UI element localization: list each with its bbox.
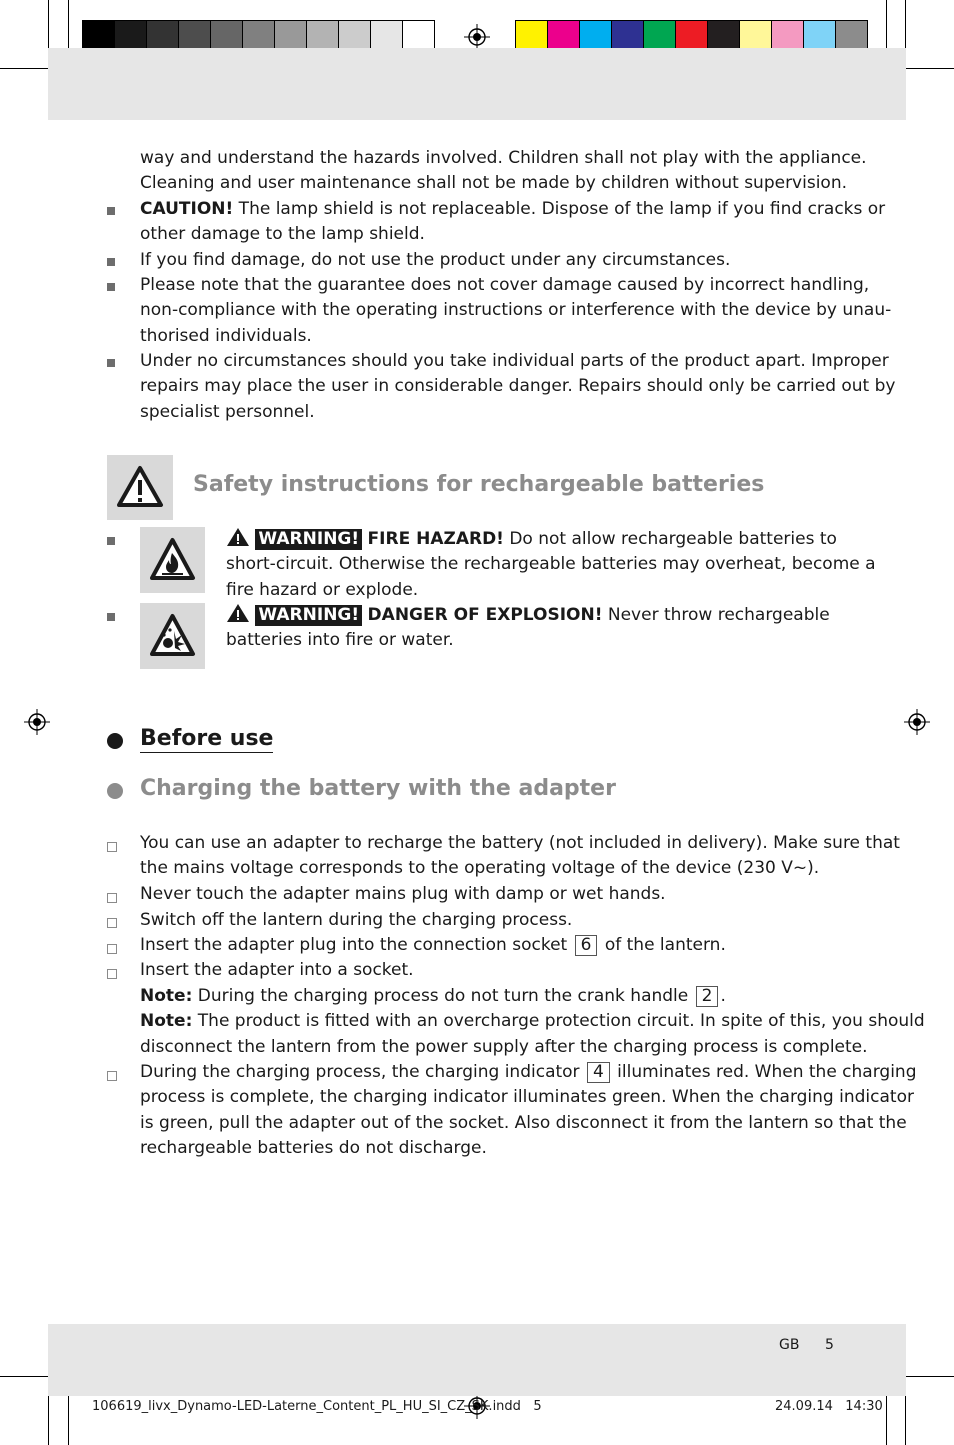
charging-line: is green, pull the adapter out of the socket. Also disconnect it from the lantern so that the [140,1113,907,1133]
explosion-warning-line: batteries into fire or water. [226,630,454,650]
header-band [48,48,906,120]
crop-mark [886,0,887,52]
checkbox-bullet [107,1071,117,1081]
bullet-square [107,613,115,621]
charging-line [140,933,726,959]
explosion-warning-line [226,603,830,629]
registration-mark-icon [24,709,50,735]
battery-safety-heading: Safety instructions for rechargeable batteries [193,472,765,497]
bullet-square [107,258,115,266]
charging-text: illuminates red. When the charging [611,1062,917,1082]
bullet-line: specialist personnel. [140,402,315,422]
page-number: 5 [825,1337,834,1353]
charging-text: of the lantern. [599,935,726,955]
crop-mark [0,1376,52,1377]
crop-mark [902,68,954,69]
explosion-label: DANGER OF EXPLOSION! [367,605,603,625]
charging-line: You can use an adapter to recharge the battery (not included in delivery). Make sure that [140,833,900,853]
fire-icon-box [140,527,205,593]
note-text: The product is fitted with an overcharge protection circuit. In spite of this, you should [192,1011,925,1031]
crop-mark [68,0,69,52]
charging-line: Never touch the adapter mains plug with damp or wet hands. [140,884,666,904]
flammable-icon [140,527,205,593]
caution-label: CAUTION! [140,199,234,219]
language-code: GB [779,1337,800,1353]
bullet-line: Under no circumstances should you take individual parts of the product apart. Improper [140,351,889,371]
part-ref-2: 2 [696,986,719,1007]
warning-icon-box [107,455,173,520]
note-line: disconnect the lantern from the power supply after the charging process is complete. [140,1037,868,1057]
fire-warning-line: short-circuit. Otherwise the rechargeable batteries may overheat, become a [226,554,876,574]
bullet-line: other damage to the lamp shield. [140,224,425,244]
before-use-heading: Before use [140,726,274,751]
checkbox-bullet [107,944,117,954]
bullet-square [107,359,115,367]
part-ref-6: 6 [575,935,598,956]
intro-line: Cleaning and user maintenance shall not be made by children without supervision. [140,173,848,193]
charging-line: rechargeable batteries do not discharge. [140,1138,487,1158]
charging-line: the mains voltage corresponds to the operating voltage of the device (230 V~). [140,858,820,878]
fire-hazard-label: FIRE HAZARD! [367,529,504,549]
fire-warning-line: fire hazard or explode. [226,580,419,600]
bullet-line: Please note that the guarantee does not cover damage caused by incorrect handling, [140,275,870,295]
crop-mark [0,68,52,69]
charging-line: Switch off the lantern during the charging process. [140,910,573,930]
registration-mark-icon [904,709,930,735]
registration-mark-icon [464,24,490,50]
warning-label: WARNING! [255,605,362,626]
file-slug: 106619_livx_Dynamo-LED-Laterne_Content_PL_HU_SI_CZ_SK.indd 5 [92,1399,542,1414]
note-line [140,1009,925,1035]
charging-text: Insert the adapter plug into the connection socket [140,935,573,955]
note-text: . [720,986,726,1006]
note-text: During the charging process do not turn the crank handle [192,986,694,1006]
caution-line [140,197,885,223]
bullet-square [107,283,115,291]
bullet-square [107,537,115,545]
checkbox-bullet [107,893,117,903]
checkbox-bullet [107,969,117,979]
bullet-square [107,207,115,215]
crop-mark [886,1392,887,1445]
warning-small-icon [226,603,250,623]
fire-warning-text: Do not allow rechargeable batteries to [503,529,837,549]
charging-heading: Charging the battery with the adapter [140,776,616,801]
warning-triangle-icon [107,455,173,520]
bullet-line: non-compliance with the operating instructions or interference with the device by unau- [140,300,892,320]
charging-text: During the charging process, the charging indicator [140,1062,585,1082]
explosion-warning-text: Never throw rechargeable [602,605,830,625]
checkbox-bullet [107,918,117,928]
crop-mark [902,1376,954,1377]
crop-mark [48,0,49,52]
fire-warning-line [226,527,837,553]
bullet-line: thorised individuals. [140,326,312,346]
warning-small-icon [226,527,250,547]
charging-line: Insert the adapter into a socket. [140,960,414,980]
footer-band [48,1324,906,1396]
crop-mark [68,1392,69,1445]
bullet-line: repairs may place the user in considerable danger. Repairs should only be carried out by [140,376,896,396]
date-slug: 24.09.14 14:30 [775,1399,883,1414]
section-dot [107,733,123,749]
explosive-icon [140,603,205,669]
part-ref-4: 4 [587,1062,610,1083]
caution-text: The lamp shield is not replaceable. Dispose of the lamp if you find cracks or [233,199,886,219]
explosion-icon-box [140,603,205,669]
note-label: Note: [140,1011,193,1031]
crop-mark [48,1392,49,1445]
charging-line [140,1060,917,1086]
crop-mark [905,1392,906,1445]
intro-line: way and understand the hazards involved. Children shall not play with the appliance. [140,148,867,168]
note-line [140,984,726,1010]
warning-label: WARNING! [255,529,362,550]
crop-mark [905,0,906,52]
note-label: Note: [140,986,193,1006]
section-dot [107,783,123,799]
bullet-line: If you find damage, do not use the product under any circumstances. [140,250,731,270]
checkbox-bullet [107,842,117,852]
charging-line: process is complete, the charging indicator illuminates green. When the charging indicator [140,1087,914,1107]
